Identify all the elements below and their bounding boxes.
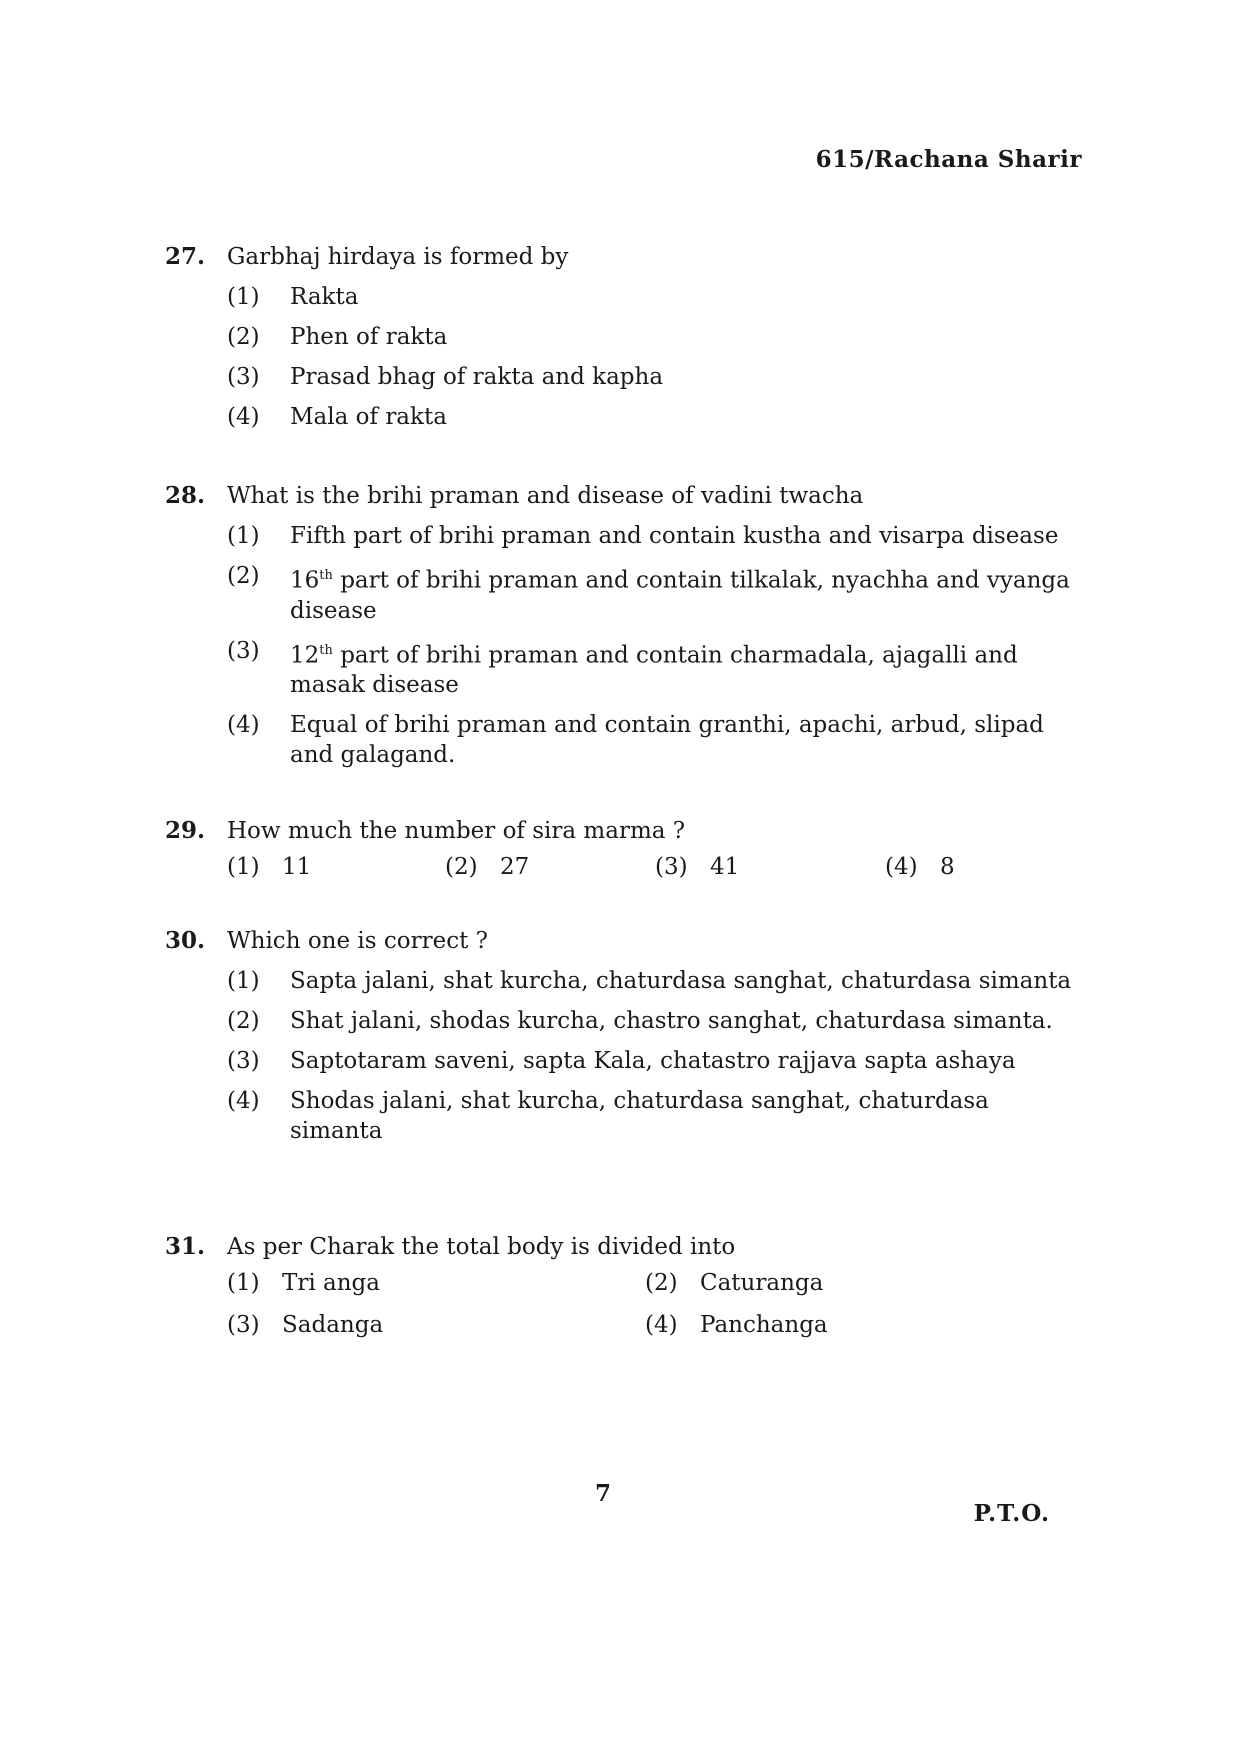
option-text: Prasad bhag of rakta and kapha	[290, 364, 664, 390]
option-3	[165, 362, 1085, 392]
option-2: (2) 27	[445, 854, 530, 880]
option-number: (4)	[227, 404, 260, 430]
question-27	[165, 242, 1085, 432]
option-number: (2)	[227, 1008, 260, 1034]
option-4: (4) 8	[885, 854, 955, 880]
question-31	[165, 1232, 1085, 1346]
option-text: Fifth part of brihi praman and contain kustha and visarpa disease	[290, 523, 1059, 549]
option-number: (2)	[227, 563, 260, 589]
page-number: 7	[595, 1480, 612, 1507]
option-2: (2) Caturanga	[645, 1270, 824, 1296]
option-1	[165, 282, 1085, 312]
question-number: 30.	[165, 927, 206, 954]
option-number: (4)	[227, 1088, 260, 1114]
option-1	[165, 966, 1085, 996]
option-text: Saptotaram saveni, sapta Kala, chatastro rajjava sapta ashaya	[290, 1048, 1016, 1074]
options-row	[165, 1312, 1085, 1346]
question-text: Garbhaj hirdaya is formed by	[227, 244, 569, 270]
option-text: Rakta	[290, 284, 359, 310]
option-text: 12th part of brihi praman and contain charmadala, ajagalli and masak disease	[290, 642, 1018, 699]
option-2	[165, 561, 1085, 626]
question-29	[165, 816, 1085, 888]
option-number: (1)	[227, 523, 260, 549]
option-number: (4)	[227, 712, 260, 739]
option-number: (3)	[227, 364, 260, 390]
question-number: 29.	[165, 817, 206, 844]
option-4	[165, 1086, 1085, 1146]
option-2	[165, 322, 1085, 352]
option-number: (1)	[227, 968, 260, 994]
option-number: (1)	[227, 284, 260, 310]
option-text: Equal of brihi praman and contain granthi, apachi, arbud, slipad and galagand.	[290, 712, 1044, 769]
question-number: 28.	[165, 482, 206, 509]
question-text: How much the number of sira marma ?	[227, 818, 686, 844]
options-row	[165, 854, 1085, 888]
option-text: Mala of rakta	[290, 404, 447, 430]
question-number: 31.	[165, 1233, 206, 1260]
option-3	[165, 1046, 1085, 1076]
option-1	[165, 521, 1085, 551]
option-1: (1) Tri anga	[227, 1270, 380, 1296]
option-4	[165, 402, 1085, 432]
option-text: Shodas jalani, shat kurcha, chaturdasa sanghat, chaturdasa simanta	[290, 1088, 989, 1144]
pto-label: P.T.O.	[973, 1500, 1050, 1527]
option-number: (2)	[227, 324, 260, 350]
option-text: Shat jalani, shodas kurcha, chastro sanghat, chaturdasa simanta.	[290, 1008, 1053, 1034]
option-3	[165, 636, 1085, 701]
question-28	[165, 481, 1085, 770]
option-text: Sapta jalani, shat kurcha, chaturdasa sanghat, chaturdasa simanta	[290, 968, 1072, 994]
option-text: 16th part of brihi praman and contain tilkalak, nyachha and vyanga disease	[290, 567, 1070, 624]
paper-code: 615/Rachana Sharir	[815, 146, 1082, 173]
option-number: (3)	[227, 1048, 260, 1074]
option-1: (1) 11	[227, 854, 312, 880]
question-30	[165, 926, 1085, 1146]
options-row	[165, 1270, 1085, 1304]
option-4	[165, 710, 1085, 770]
option-3: (3) 41	[655, 854, 740, 880]
question-number: 27.	[165, 243, 206, 270]
option-3: (3) Sadanga	[227, 1312, 384, 1338]
question-text: As per Charak the total body is divided into	[227, 1234, 736, 1260]
question-text: Which one is correct ?	[227, 928, 488, 954]
option-4: (4) Panchanga	[645, 1312, 828, 1338]
option-number: (3)	[227, 637, 260, 664]
option-text: Phen of rakta	[290, 324, 448, 350]
option-2	[165, 1006, 1085, 1036]
question-text: What is the brihi praman and disease of vadini twacha	[227, 483, 864, 509]
